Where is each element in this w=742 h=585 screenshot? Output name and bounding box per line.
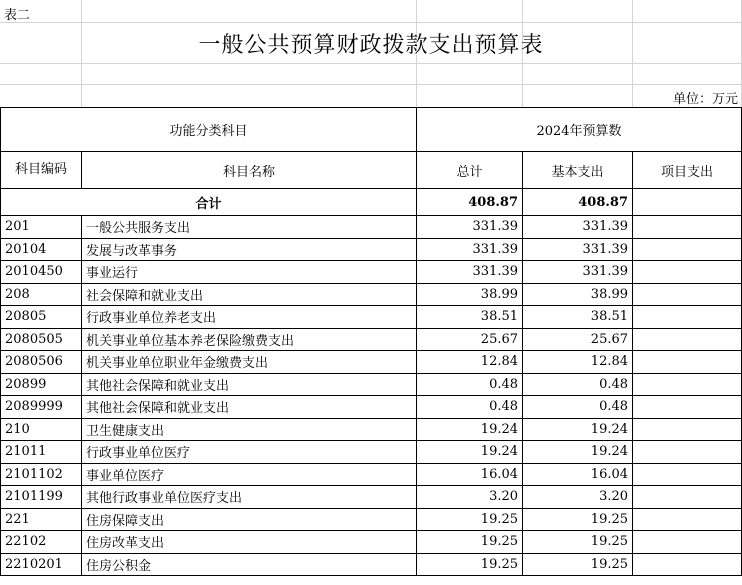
table-row bbox=[1, 508, 742, 531]
row-total: 331.39 bbox=[417, 238, 523, 261]
sum-basic: 408.87 bbox=[523, 189, 633, 216]
row-name: 行政事业单位养老支出 bbox=[82, 306, 417, 329]
row-code: 2089999 bbox=[1, 396, 82, 419]
row-basic: 16.04 bbox=[523, 463, 633, 486]
table-row bbox=[1, 418, 742, 441]
row-total: 19.25 bbox=[417, 508, 523, 531]
row-project bbox=[633, 418, 742, 441]
header-total: 总计 bbox=[417, 152, 523, 189]
sum-project bbox=[633, 189, 742, 216]
table-row bbox=[1, 216, 742, 239]
row-basic: 38.99 bbox=[523, 283, 633, 306]
row-name: 一般公共服务支出 bbox=[82, 216, 417, 239]
row-project bbox=[633, 306, 742, 329]
row-total: 12.84 bbox=[417, 351, 523, 374]
row-project bbox=[633, 486, 742, 509]
row-basic: 0.48 bbox=[523, 373, 633, 396]
header-row-2 bbox=[1, 152, 742, 189]
row-total: 25.67 bbox=[417, 328, 523, 351]
header-name: 科目名称 bbox=[82, 152, 417, 189]
row-name: 其他行政事业单位医疗支出 bbox=[82, 486, 417, 509]
row-code: 201 bbox=[1, 216, 82, 239]
row-name: 其他社会保障和就业支出 bbox=[82, 396, 417, 419]
table-row bbox=[1, 261, 742, 284]
row-code: 2080506 bbox=[1, 351, 82, 374]
row-total: 19.24 bbox=[417, 418, 523, 441]
row-basic: 19.24 bbox=[523, 418, 633, 441]
row-basic: 38.51 bbox=[523, 306, 633, 329]
row-project bbox=[633, 238, 742, 261]
row-name: 机关事业单位基本养老保险缴费支出 bbox=[82, 328, 417, 351]
row-name: 行政事业单位医疗 bbox=[82, 441, 417, 464]
row-total: 19.24 bbox=[417, 441, 523, 464]
row-project bbox=[633, 373, 742, 396]
row-name: 住房公积金 bbox=[82, 553, 417, 576]
header-basic: 基本支出 bbox=[523, 152, 633, 189]
grid-row-line bbox=[0, 63, 742, 64]
row-name: 其他社会保障和就业支出 bbox=[82, 373, 417, 396]
row-basic: 331.39 bbox=[523, 261, 633, 284]
row-project bbox=[633, 328, 742, 351]
table-row bbox=[1, 283, 742, 306]
row-basic: 19.25 bbox=[523, 553, 633, 576]
row-code: 2210201 bbox=[1, 553, 82, 576]
row-basic: 3.20 bbox=[523, 486, 633, 509]
row-basic: 331.39 bbox=[523, 216, 633, 239]
row-code: 21011 bbox=[1, 441, 82, 464]
row-total: 0.48 bbox=[417, 396, 523, 419]
table-row bbox=[1, 463, 742, 486]
header-code: 科目编码 bbox=[1, 152, 82, 189]
row-name: 社会保障和就业支出 bbox=[82, 283, 417, 306]
row-project bbox=[633, 396, 742, 419]
row-name: 住房保障支出 bbox=[82, 508, 417, 531]
row-code: 2101199 bbox=[1, 486, 82, 509]
header-project: 项目支出 bbox=[633, 152, 742, 189]
row-total: 16.04 bbox=[417, 463, 523, 486]
row-project bbox=[633, 283, 742, 306]
row-name: 住房改革支出 bbox=[82, 531, 417, 554]
row-total: 19.25 bbox=[417, 553, 523, 576]
row-name: 事业单位医疗 bbox=[82, 463, 417, 486]
table-row bbox=[1, 486, 742, 509]
sum-total: 408.87 bbox=[417, 189, 523, 216]
table-row bbox=[1, 396, 742, 419]
sum-row bbox=[1, 189, 742, 216]
row-basic: 0.48 bbox=[523, 396, 633, 419]
table-row bbox=[1, 553, 742, 576]
table-row bbox=[1, 441, 742, 464]
header-row-1 bbox=[1, 108, 742, 152]
row-project bbox=[633, 441, 742, 464]
row-total: 3.20 bbox=[417, 486, 523, 509]
page-title: 一般公共预算财政拨款支出预算表 bbox=[198, 33, 544, 58]
unit-label: 单位：万元 bbox=[672, 92, 738, 107]
row-project bbox=[633, 351, 742, 374]
row-total: 38.99 bbox=[417, 283, 523, 306]
row-basic: 19.25 bbox=[523, 531, 633, 554]
row-total: 331.39 bbox=[417, 216, 523, 239]
row-project bbox=[633, 216, 742, 239]
row-basic: 19.24 bbox=[523, 441, 633, 464]
header-category: 功能分类科目 bbox=[1, 108, 417, 152]
row-total: 38.51 bbox=[417, 306, 523, 329]
row-total: 19.25 bbox=[417, 531, 523, 554]
grid-row-line bbox=[0, 84, 742, 85]
row-basic: 331.39 bbox=[523, 238, 633, 261]
row-code: 2101102 bbox=[1, 463, 82, 486]
row-total: 331.39 bbox=[417, 261, 523, 284]
row-name: 发展与改革事务 bbox=[82, 238, 417, 261]
row-code: 221 bbox=[1, 508, 82, 531]
sum-label: 合计 bbox=[1, 189, 417, 216]
grid-row-line bbox=[0, 22, 742, 23]
table-row bbox=[1, 328, 742, 351]
row-basic: 12.84 bbox=[523, 351, 633, 374]
row-name: 事业运行 bbox=[82, 261, 417, 284]
table-row bbox=[1, 351, 742, 374]
row-project bbox=[633, 531, 742, 554]
table-row bbox=[1, 306, 742, 329]
row-project bbox=[633, 553, 742, 576]
row-total: 0.48 bbox=[417, 373, 523, 396]
row-name: 机关事业单位职业年金缴费支出 bbox=[82, 351, 417, 374]
header-budget-year: 2024年预算数 bbox=[417, 108, 742, 152]
row-project bbox=[633, 261, 742, 284]
table-row bbox=[1, 531, 742, 554]
row-code: 20899 bbox=[1, 373, 82, 396]
row-code: 2010450 bbox=[1, 261, 82, 284]
row-code: 20805 bbox=[1, 306, 82, 329]
budget-table bbox=[0, 107, 742, 576]
row-code: 2080505 bbox=[1, 328, 82, 351]
row-project bbox=[633, 508, 742, 531]
table-row bbox=[1, 238, 742, 261]
row-code: 210 bbox=[1, 418, 82, 441]
row-name: 卫生健康支出 bbox=[82, 418, 417, 441]
row-code: 208 bbox=[1, 283, 82, 306]
row-code: 22102 bbox=[1, 531, 82, 554]
row-basic: 19.25 bbox=[523, 508, 633, 531]
sheet-tag: 表二 bbox=[4, 8, 31, 23]
table-row bbox=[1, 373, 742, 396]
row-basic: 25.67 bbox=[523, 328, 633, 351]
row-project bbox=[633, 463, 742, 486]
row-code: 20104 bbox=[1, 238, 82, 261]
